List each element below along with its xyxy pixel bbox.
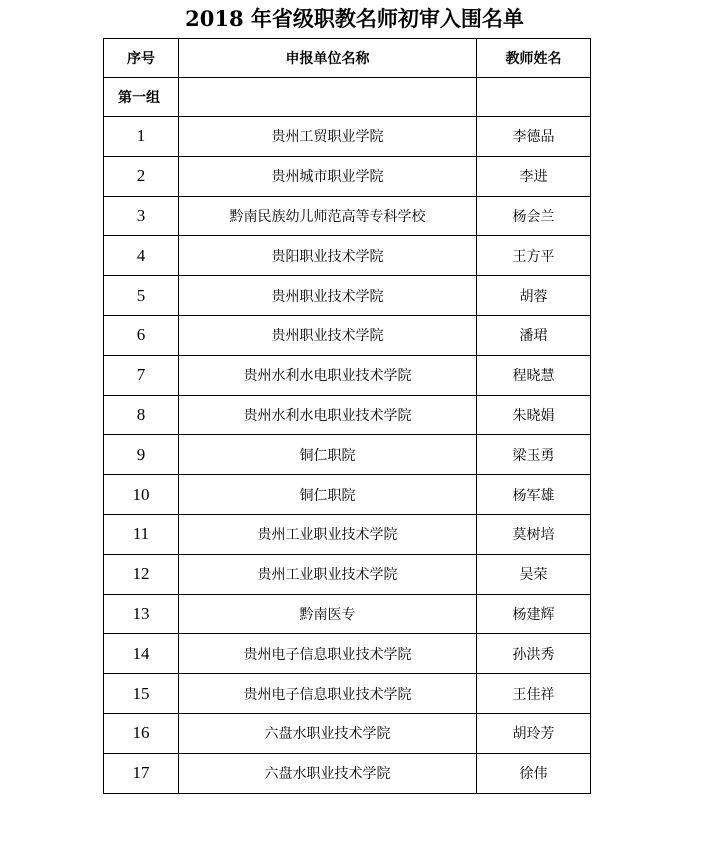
cell-serial-number: 3 [104, 196, 179, 236]
table-row [104, 276, 591, 316]
cell-unit-name: 黔南民族幼儿师范高等专科学校 [179, 196, 477, 236]
cell-unit-name: 贵州工贸职业学院 [179, 117, 477, 157]
cell-serial-number: 10 [104, 475, 179, 515]
cell-unit-name: 六盘水职业技术学院 [179, 713, 477, 753]
cell-teacher-name: 胡玲芳 [477, 713, 591, 753]
cell-serial-number: 7 [104, 355, 179, 395]
table-row [104, 355, 591, 395]
cell-unit-name: 贵州职业技术学院 [179, 315, 477, 355]
table-row [104, 156, 591, 196]
group-empty-cell [477, 78, 591, 117]
cell-teacher-name: 潘珺 [477, 315, 591, 355]
header-serial-number: 序号 [104, 39, 179, 78]
table-row [104, 554, 591, 594]
cell-teacher-name: 梁玉勇 [477, 435, 591, 475]
table-row [104, 713, 591, 753]
cell-unit-name: 铜仁职院 [179, 435, 477, 475]
document-title: 2018 年省级职教名师初审入围名单 [185, 6, 524, 31]
cell-serial-number: 12 [104, 554, 179, 594]
header-row [104, 39, 591, 78]
table-row [104, 634, 591, 674]
cell-serial-number: 4 [104, 236, 179, 276]
cell-teacher-name: 朱晓娟 [477, 395, 591, 435]
cell-unit-name: 黔南医专 [179, 594, 477, 634]
cell-teacher-name: 王佳祥 [477, 674, 591, 714]
cell-teacher-name: 吴荣 [477, 554, 591, 594]
table-row [104, 117, 591, 157]
cell-unit-name: 贵州水利水电职业技术学院 [179, 395, 477, 435]
shortlist-table [103, 38, 591, 794]
cell-unit-name: 贵州电子信息职业技术学院 [179, 674, 477, 714]
cell-teacher-name: 王方平 [477, 236, 591, 276]
cell-serial-number: 5 [104, 276, 179, 316]
cell-serial-number: 14 [104, 634, 179, 674]
cell-unit-name: 贵州水利水电职业技术学院 [179, 355, 477, 395]
cell-serial-number: 1 [104, 117, 179, 157]
cell-serial-number: 9 [104, 435, 179, 475]
cell-teacher-name: 李德品 [477, 117, 591, 157]
table-row [104, 475, 591, 515]
cell-unit-name: 贵州工业职业技术学院 [179, 514, 477, 554]
table-row [104, 514, 591, 554]
table-body [104, 78, 591, 794]
cell-serial-number: 11 [104, 514, 179, 554]
cell-serial-number: 6 [104, 315, 179, 355]
table-row [104, 236, 591, 276]
cell-unit-name: 贵州电子信息职业技术学院 [179, 634, 477, 674]
group-label: 第一组 [104, 78, 179, 117]
cell-unit-name: 六盘水职业技术学院 [179, 753, 477, 793]
cell-teacher-name: 胡蓉 [477, 276, 591, 316]
cell-serial-number: 17 [104, 753, 179, 793]
cell-teacher-name: 孙洪秀 [477, 634, 591, 674]
table-header [104, 39, 591, 78]
cell-serial-number: 13 [104, 594, 179, 634]
cell-serial-number: 8 [104, 395, 179, 435]
table-row [104, 196, 591, 236]
cell-unit-name: 贵州工业职业技术学院 [179, 554, 477, 594]
cell-teacher-name: 杨军雄 [477, 475, 591, 515]
cell-teacher-name: 徐伟 [477, 753, 591, 793]
table-row [104, 395, 591, 435]
table-row [104, 674, 591, 714]
group-row [104, 78, 591, 117]
cell-unit-name: 贵州职业技术学院 [179, 276, 477, 316]
table-row [104, 315, 591, 355]
cell-serial-number: 2 [104, 156, 179, 196]
cell-serial-number: 15 [104, 674, 179, 714]
group-empty-cell [179, 78, 477, 117]
cell-teacher-name: 杨建辉 [477, 594, 591, 634]
cell-teacher-name: 莫树培 [477, 514, 591, 554]
header-unit-name: 申报单位名称 [179, 39, 477, 78]
cell-unit-name: 铜仁职院 [179, 475, 477, 515]
cell-teacher-name: 杨会兰 [477, 196, 591, 236]
cell-unit-name: 贵阳职业技术学院 [179, 236, 477, 276]
cell-teacher-name: 李进 [477, 156, 591, 196]
table-row [104, 435, 591, 475]
cell-teacher-name: 程晓慧 [477, 355, 591, 395]
cell-serial-number: 16 [104, 713, 179, 753]
cell-unit-name: 贵州城市职业学院 [179, 156, 477, 196]
table-row [104, 594, 591, 634]
table-row [104, 753, 591, 793]
header-teacher-name: 教师姓名 [477, 39, 591, 78]
